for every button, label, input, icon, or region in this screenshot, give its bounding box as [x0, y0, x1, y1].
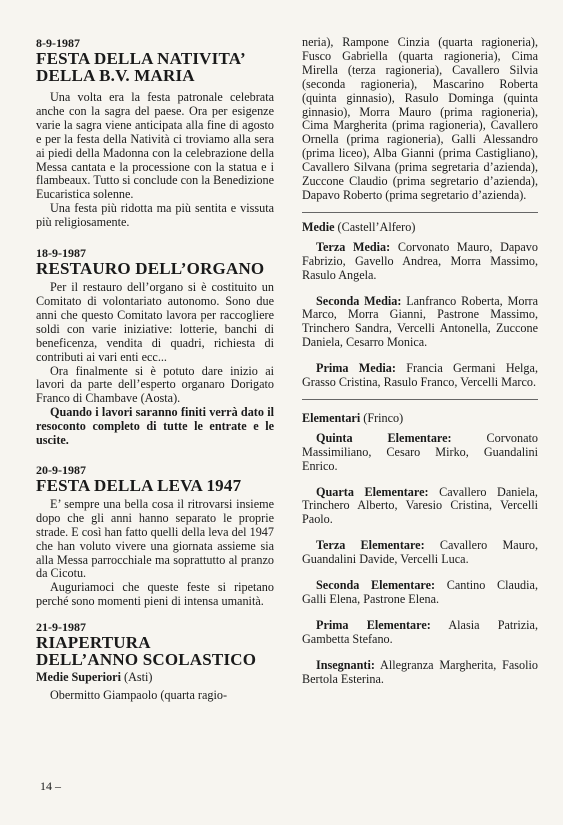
body-paragraph: E’ sempre una bella cosa il ritrovarsi insieme dopo che gli anni hanno separato le proprie strade. E così han fatto quelli della leva del 1947 che han voluto vivere una giornata assieme sia alla Messa parrocchiale ma soprattutto al pranzo da Cicotu. — [36, 496, 274, 581]
class-entry: Seconda Elementare: Cantino Claudia, Galli Elena, Pastrone Elena. — [302, 578, 538, 606]
section-date: 8-9-1987 — [36, 36, 80, 50]
page-number: 14 – — [40, 779, 61, 793]
class-entry: Quarta Elementare: Cavallero Daniela, Trinchero Alberto, Varesio Cristina, Vercelli Paolo. — [302, 484, 538, 527]
body-paragraph: Obermitto Giampaolo (quarta ragio- — [50, 688, 227, 703]
section-date: 18-9-1987 — [36, 246, 86, 261]
body-paragraph: Una festa più ridotta ma più sentita e vissuta più religiosamente. — [36, 201, 274, 230]
class-entry: Terza Media: Corvonato Mauro, Dapavo Fabrizio, Gavello Andrea, Morra Massimo, Rasulo Angela. — [302, 239, 538, 282]
class-entry: Prima Media: Francia Germani Helga, Grasso Cristina, Rasulo Franco, Vercelli Marco. — [302, 361, 538, 390]
subsection-heading: Medie Superiori (Asti) — [36, 670, 153, 685]
class-entry: Terza Elementare: Cavallero Mauro, Guandalini Davide, Vercelli Luca. — [302, 538, 539, 567]
subsection-heading: Medie (Castell’Alfero) — [302, 219, 416, 234]
class-entry: Seconda Media: Lanfranco Roberta, Morra Marco, Morra Gianni, Pastrone Massimo, Trinchero Sandra, Vercelli Antonella, Zuccone Daniela, Cesarro Monica. — [302, 293, 538, 350]
divider — [302, 212, 538, 213]
body-paragraph: neria), Rampone Cinzia (quarta ragioneria), Fusco Gabriella (quarta ragioneria), Cima Mirella (terza ragioneria), Cavallero Silvia (seconda ragioneria), Mascarino Roberta (quinta ginnasio), Rasulo Dominga (quinta ginnasio), Morra Mauro (prima ragioneria), Cima Margherita (prima ragioneria), Cavallero Ornella (prima ragioneria), Galli Alessandro (prima liceo), Alba Gianni (prima Castigliano), Cavallero Silvana (prima segretaria d’azienda), Zuccone Claudio (prima segretario d’azienda), Dapavo Roberto (prima segretario d’azienda). — [302, 35, 538, 202]
divider — [302, 399, 538, 400]
body-paragraph-bold: Quando i lavori saranno finiti verrà dato il resoconto completo di tutte le entrate e le uscite. — [36, 405, 274, 448]
section-title: RESTAURO DELL’ORGANO — [36, 259, 265, 279]
class-entry: Insegnanti: Allegranza Margherita, Fasolio Bertola Esterina. — [302, 657, 538, 686]
section-date: 21-9-1987 — [36, 620, 86, 635]
section-title: RIAPERTURA DELL’ANNO SCOLASTICO — [36, 633, 257, 670]
left-column — [36, 0, 274, 703]
section-title: FESTA DELLA NATIVITA’ DELLA B.V. MARIA — [36, 49, 246, 85]
subsection-heading: Elementari (Frinco) — [302, 410, 404, 425]
right-column — [302, 0, 538, 687]
section-title: FESTA DELLA LEVA 1947 — [36, 475, 242, 495]
body-paragraph: Ora finalmente si è potuto dare inizio ai lavori da parte dell’esperto organaro Dorigato Franco di Chambave (Aosta). — [36, 363, 274, 406]
class-entry: Quinta Elementare: Corvonato Massimiliano, Cesaro Mirko, Guandalini Enrico. — [302, 430, 538, 473]
body-paragraph: Una volta era la festa patronale celebrata anche con la sagra del paese. Ora per esigenze varie la sagra viene anticipata alla fine di agosto e per la festa della Natività ci troviamo alla sera ai piedi della Madonna con la celebrazione della Messa cantata e la processione con la statua e i flambeaux. Tutto si conclude con la Benedizione Eucaristica solenne. — [36, 90, 274, 202]
body-paragraph: Per il restauro dell’organo si è costituito un Comitato di volontariato autonomo. Sono due anni che questo Comitato lavora per raccogliere soldi con varie iniziative: lotterie, banchi di beneficenza, vendita di quadri, richiesta di contributi ai vari enti ecc... — [36, 280, 274, 364]
section-date: 20-9-1987 — [36, 462, 86, 477]
body-paragraph: Auguriamoci che queste feste si ripetano perché sono momenti pieni di intensa umanità. — [36, 580, 274, 609]
class-entry: Prima Elementare: Alasia Patrizia, Gambetta Stefano. — [302, 617, 538, 646]
